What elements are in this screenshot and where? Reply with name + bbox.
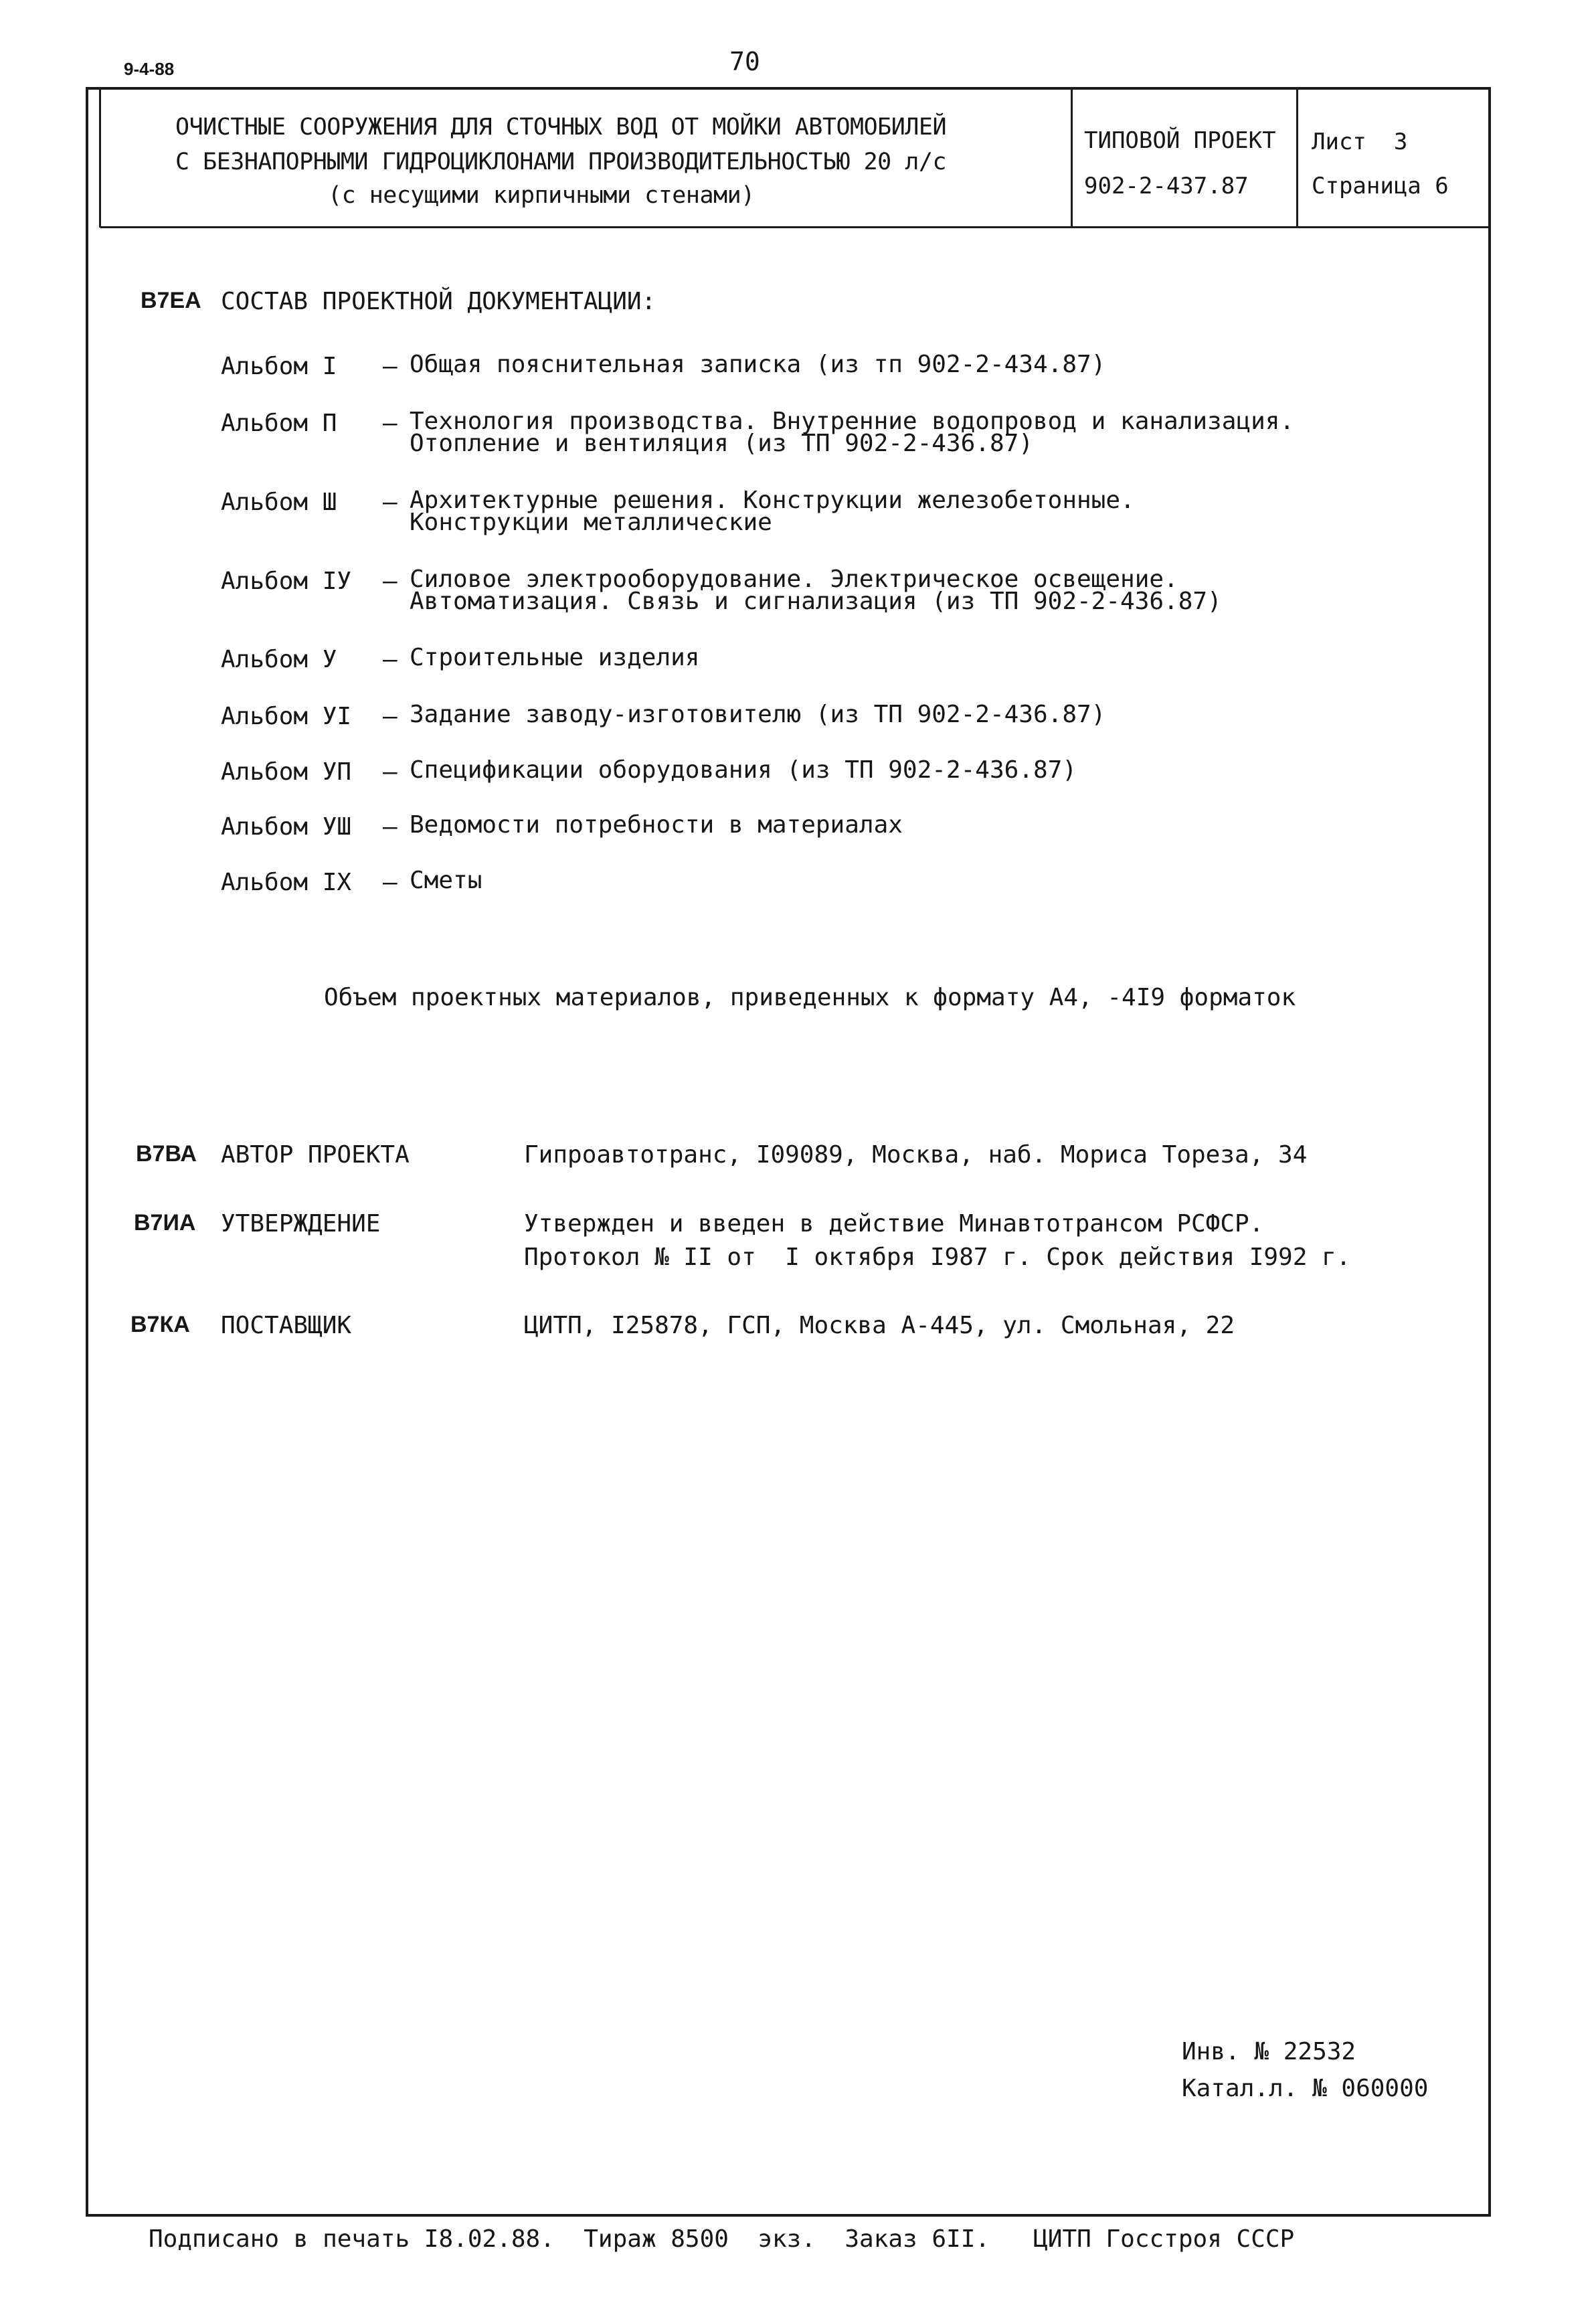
album-description: Силовое электрооборудование. Электрическое освещение. [410,566,1178,593]
album-description: Сметы [410,867,482,894]
composition-title: СОСТАВ ПРОЕКТНОЙ ДОКУМЕНТАЦИИ: [221,288,656,315]
catalog-number: Катал.л. № 060000 [1182,2075,1429,2102]
header-title-line-2: С БЕЗНАПОРНЫМИ ГИДРОЦИКЛОНАМИ ПРОИЗВОДИТЕЛЬНОСТЬЮ 20 л/с [175,149,947,175]
supplier-value: ЦИТП, I25878, ГСП, Москва А-445, ул. Смольная, 22 [524,1312,1235,1339]
album-dash: – [383,410,397,437]
album-description: Общая пояснительная записка (из тп 902-2-434.87) [410,351,1106,378]
album-dash: – [383,568,397,595]
author-label: АВТОР ПРОЕКТА [221,1141,410,1169]
album-dash: – [383,813,397,841]
header-divider-1 [1071,90,1073,228]
author-value: Гипроавтотранс, I09089, Москва, наб. Мориса Тореза, 34 [524,1141,1308,1169]
album-label: Альбом I [221,353,337,380]
album-description: Задание заводу-изготовителю (из ТП 902-2-436.87) [410,701,1106,728]
header-project-label: ТИПОВОЙ ПРОЕКТ [1084,127,1276,154]
album-description: Технология производства. Внутренние водопровод и канализация. [410,408,1295,435]
header-project-number: 902-2-437.87 [1084,173,1249,199]
header-sheet: Лист 3 [1312,129,1408,155]
album-label: Альбом У [221,646,337,673]
album-dash: – [383,703,397,730]
album-label: Альбом IX [221,869,352,896]
header-page: Страница 6 [1312,173,1449,199]
album-description: Архитектурные решения. Конструкции железобетонные. [410,487,1135,514]
page-number: 70 [729,47,760,76]
album-label: Альбом Ш [221,489,337,516]
header-title-line-3: (с несущими кирпичными стенами) [328,182,755,209]
album-dash: – [383,758,397,786]
volume-note: Объем проектных материалов, приведенных к формату А4, -4I9 форматок [324,984,1296,1011]
supplier-code: В7КА [130,1312,190,1337]
supplier-label: ПОСТАВЩИК [221,1312,352,1339]
author-code: В7ВА [136,1141,197,1167]
album-label: Альбом УП [221,758,352,786]
approval-label: УТВЕРЖДЕНИЕ [221,1210,381,1238]
album-dash: – [383,869,397,896]
album-description-cont: Отопление и вентиляция (из ТП 902-2-436.87) [410,430,1033,457]
document-code: 9-4-88 [124,59,175,79]
album-dash: – [383,646,397,673]
inventory-number: Инв. № 22532 [1182,2038,1356,2065]
album-label: Альбом УШ [221,813,352,841]
header-bottom-border [100,226,1491,228]
album-label: Альбом УI [221,703,352,730]
album-description-cont: Автоматизация. Связь и сигнализация (из ТП 902-2-436.87) [410,588,1222,615]
approval-value-line-2: Протокол № II от I октября I987 г. Срок действия I992 г. [524,1244,1351,1271]
print-footer: Подписано в печать I8.02.88. Тираж 8500 экз. Заказ 6II. ЦИТП Госстроя СССР [149,2225,1295,2253]
approval-value-line-1: Утвержден и введен в действие Минавтотрансом РСФСР. [524,1210,1264,1238]
header-divider-2 [1296,90,1298,228]
album-description: Спецификации оборудования (из ТП 902-2-436.87) [410,756,1077,784]
album-label: Альбом П [221,410,337,437]
album-dash: – [383,489,397,516]
header-left-border [99,90,101,228]
album-description-cont: Конструкции металлические [410,509,772,536]
album-description: Строительные изделия [410,644,700,671]
album-description: Ведомости потребности в материалах [410,811,903,839]
header-title-line-1: ОЧИСТНЫЕ СООРУЖЕНИЯ ДЛЯ СТОЧНЫХ ВОД ОТ МОЙКИ АВТОМОБИЛЕЙ [175,114,947,141]
album-dash: – [383,353,397,380]
album-label: Альбом IУ [221,568,352,595]
composition-code: В7ЕА [141,288,201,313]
approval-code: В7ИА [134,1210,196,1235]
